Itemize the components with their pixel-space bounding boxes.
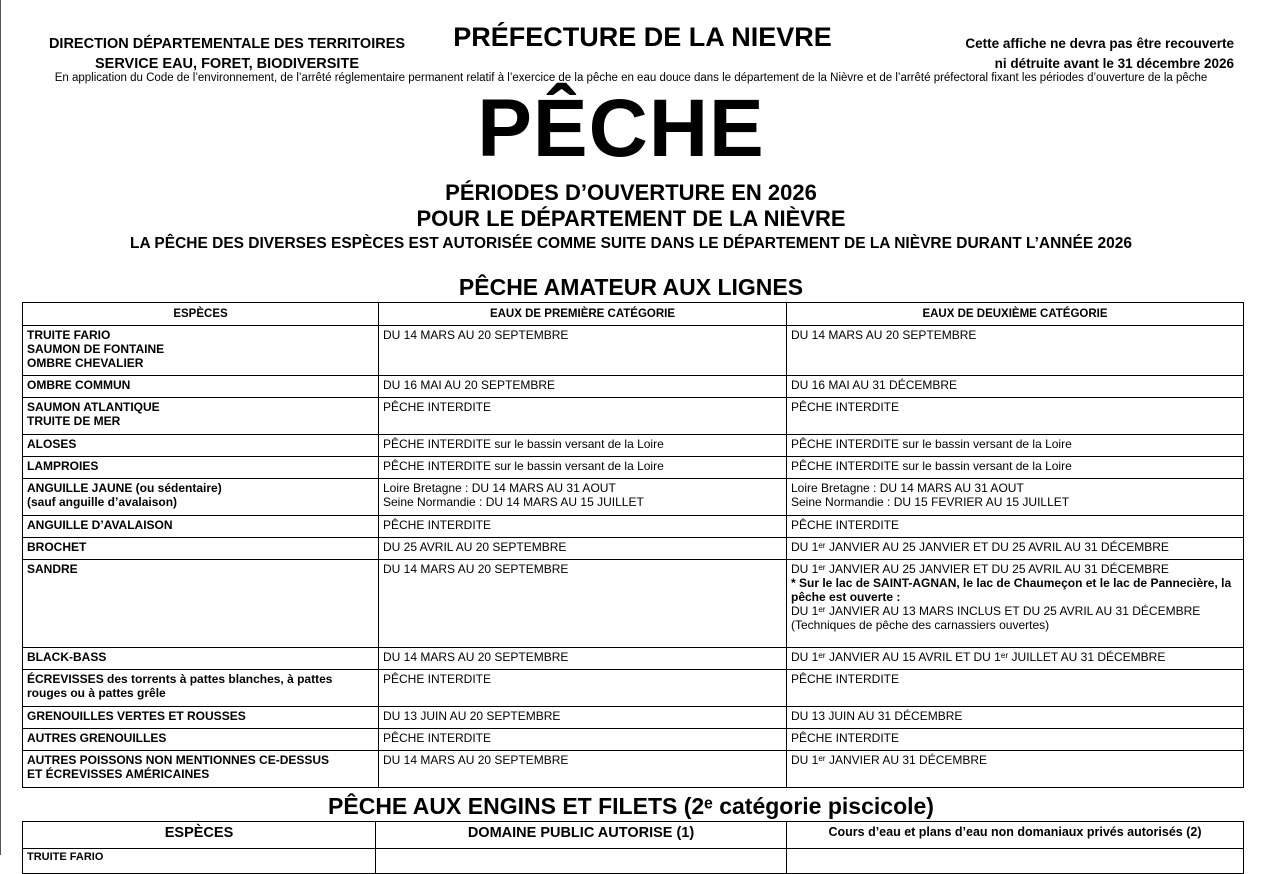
cat2-period-cell-line: DU 16 MAI AU 31 DÉCEMBRE: [791, 378, 958, 392]
table-row: [23, 538, 1244, 560]
header-left: [22, 34, 432, 74]
cat2-period-cell: [787, 751, 1244, 788]
legal-text: En application du Code de l’environnement, de l’arrêté réglementaire permanent relatif à l’exercice de la pêche en eau douce dans le département de la Nièvre et de l’arrêté préfectoral fixant les périodes d’ouverture de la pêche: [54, 72, 1208, 84]
species-cell: [23, 479, 379, 516]
cat1-period-cell: [379, 376, 787, 398]
prefecture-title: PRÉFECTURE DE LA NIEVRE: [453, 22, 832, 52]
table-row: [23, 398, 1244, 435]
cat2-period-cell-line: DU 1ᵉʳ JANVIER AU 31 DÉCEMBRE: [791, 753, 988, 767]
cat2-period-cell: [787, 538, 1244, 560]
lignes-table: [22, 302, 1244, 788]
cat2-period-cell-line: DU 1ᵉʳ JANVIER AU 25 JANVIER ET DU 25 AVRIL AU 31 DÉCEMBRE: [791, 540, 1169, 554]
species-cell-line: rouges ou à pattes grêle: [27, 686, 166, 700]
cat2-period-cell-line: Seine Normandie : DU 15 FEVRIER AU 15 JUILLET: [791, 495, 1070, 509]
cat2-period-cell-line: PÊCHE INTERDITE sur le bassin versant de la Loire: [791, 459, 1072, 473]
species-cell-line: SAUMON ATLANTIQUE: [27, 400, 160, 414]
table-header-row: [23, 822, 1244, 849]
species-cell-line: AUTRES GRENOUILLES: [27, 731, 167, 745]
species-cell: [23, 435, 379, 457]
species-cell: [23, 751, 379, 788]
private-waters-cell: [787, 849, 1244, 874]
section-title-lignes: PÊCHE AMATEUR AUX LIGNES: [458, 274, 804, 300]
cat1-period-cell: [379, 479, 787, 516]
cat1-period-cell-line: DU 25 AVRIL AU 20 SEPTEMBRE: [383, 540, 567, 554]
species-cell-line: ANGUILLE D’AVALAISON: [27, 518, 173, 532]
cat2-period-cell-line: PÊCHE INTERDITE: [791, 672, 900, 686]
cat1-period-cell: [379, 457, 787, 479]
cat2-period-cell-line: Loire Bretagne : DU 14 MARS AU 31 AOUT: [791, 481, 1024, 495]
cat2-period-cell: [787, 516, 1244, 538]
species-cell-line: BLACK-BASS: [27, 650, 107, 664]
species-cell-line: OMBRE CHEVALIER: [27, 356, 144, 370]
cat1-period-cell: [379, 516, 787, 538]
cat1-period-cell: [379, 538, 787, 560]
cat2-period-cell-line: DU 13 JUIN AU 31 DÉCEMBRE: [791, 709, 963, 723]
table-row: [23, 560, 1244, 648]
cat1-period-cell-line: PÊCHE INTERDITE: [383, 400, 492, 414]
lake-exception-note: pêche est ouverte :: [791, 590, 901, 604]
cat2-period-cell: [787, 398, 1244, 435]
cat1-period-cell: [379, 670, 787, 707]
cat1-period-cell-line: PÊCHE INTERDITE: [383, 518, 492, 532]
cat2-period-cell-line: PÊCHE INTERDITE sur le bassin versant de la Loire: [791, 437, 1072, 451]
cat2-period-cell-line: DU 1ᵉʳ JANVIER AU 15 AVRIL ET DU 1ᵉʳ JUILLET AU 31 DÉCEMBRE: [791, 650, 1166, 664]
engins-table: [22, 821, 1244, 874]
subtitle-department: POUR LE DÉPARTEMENT DE LA NIÈVRE: [416, 206, 846, 231]
species-cell: [23, 648, 379, 670]
species-cell-line: GRENOUILLES VERTES ET ROUSSES: [27, 709, 246, 723]
species-cell: [23, 326, 379, 376]
cat1-period-cell: [379, 326, 787, 376]
subtitle-authorization: LA PÊCHE DES DIVERSES ESPÈCES EST AUTORISÉE COMME SUITE DANS LE DÉPARTEMENT DE LA NIÈVRE DURANT L’ANNÉE 2026: [130, 235, 1132, 252]
species-cell-line: TRUITE FARIO: [27, 328, 111, 342]
cat1-period-cell-line: PÊCHE INTERDITE: [383, 672, 492, 686]
section-title-engins: PÊCHE AUX ENGINS ET FILETS (2ᵉ catégorie piscicole): [328, 793, 934, 819]
species-cell: [23, 376, 379, 398]
species-cell-line: SANDRE: [27, 562, 78, 576]
species-cell-line: ALOSES: [27, 437, 77, 451]
poster-notice-2: ni détruite avant le 31 décembre 2026: [994, 56, 1234, 71]
species-cell-line: (sauf anguille d’avalaison): [27, 495, 178, 509]
table-row: [23, 457, 1244, 479]
species-cell-line: AUTRES POISSONS NON MENTIONNES CE-DESSUS: [27, 753, 330, 767]
cat2-period-cell: [787, 560, 1244, 648]
species-cell: [23, 538, 379, 560]
cat1-period-cell: [379, 435, 787, 457]
cat2-period-cell: [787, 457, 1244, 479]
species-cell-line: SAUMON DE FONTAINE: [27, 342, 165, 356]
subtitle: [0, 180, 1262, 232]
col-header-species: ESPÈCES: [23, 303, 379, 326]
table-row: [23, 707, 1244, 729]
species-cell-line: TRUITE DE MER: [27, 414, 121, 428]
col-header-species: ESPÈCES: [23, 822, 376, 849]
table-row: [23, 326, 1244, 376]
cat1-period-cell-line: DU 14 MARS AU 20 SEPTEMBRE: [383, 650, 569, 664]
species-cell: TRUITE FARIO: [23, 849, 376, 874]
col-header-cat2: EAUX DE DEUXIÈME CATÉGORIE: [787, 303, 1244, 326]
header-direction: DIRECTION DÉPARTEMENTALE DES TERRITOIRES: [48, 36, 406, 52]
lake-exception-note: * Sur le lac de SAINT-AGNAN, le lac de Chaumeçon et le lac de Pannecière, la: [791, 576, 1232, 590]
cat2-period-cell: [787, 479, 1244, 516]
species-cell-line: ÉCREVISSES des torrents à pattes blanches, à pattes: [27, 672, 333, 686]
species-cell: [23, 707, 379, 729]
cat2-period-cell: [787, 648, 1244, 670]
species-cell-line: ANGUILLE JAUNE (ou sédentaire): [27, 481, 222, 495]
cat2-period-cell: [787, 326, 1244, 376]
species-cell-line: BROCHET: [27, 540, 87, 554]
cat2-period-cell-line: DU 14 MARS AU 20 SEPTEMBRE: [791, 328, 977, 342]
lake-exception-period: DU 1ᵉʳ JANVIER AU 13 MARS INCLUS ET DU 25 AVRIL AU 31 DÉCEMBRE: [791, 604, 1201, 618]
cat1-period-cell-line: PÊCHE INTERDITE sur le bassin versant de la Loire: [383, 459, 664, 473]
cat1-period-cell-line: PÊCHE INTERDITE sur le bassin versant de la Loire: [383, 437, 664, 451]
cat1-period-cell-line: Loire Bretagne : DU 14 MARS AU 31 AOUT: [383, 481, 616, 495]
cat1-period-cell: [379, 751, 787, 788]
cat2-period-cell: [787, 376, 1244, 398]
species-cell: [23, 729, 379, 751]
species-cell-line: LAMPROIES: [27, 459, 99, 473]
header-service: SERVICE EAU, FORET, BIODIVERSITE: [94, 56, 359, 72]
table-row: [23, 670, 1244, 707]
cat1-period-cell-line: DU 14 MARS AU 20 SEPTEMBRE: [383, 328, 569, 342]
subtitle-periods: PÉRIODES D’OUVERTURE EN 2026: [445, 180, 817, 205]
table-row: [23, 648, 1244, 670]
species-cell-line: OMBRE COMMUN: [27, 378, 131, 392]
table-row: [23, 435, 1244, 457]
cat1-period-cell: [379, 729, 787, 751]
table-row: [23, 479, 1244, 516]
cat2-period-cell-line: PÊCHE INTERDITE: [791, 518, 900, 532]
table-row: [23, 729, 1244, 751]
cat2-period-cell-line: DU 1ᵉʳ JANVIER AU 25 JANVIER ET DU 25 AVRIL AU 31 DÉCEMBRE: [791, 562, 1169, 576]
cat1-period-cell-line: PÊCHE INTERDITE: [383, 731, 492, 745]
species-cell: [23, 398, 379, 435]
poster-notice-1: Cette affiche ne devra pas être recouverte: [965, 36, 1234, 51]
table-row: [23, 751, 1244, 788]
header-right: [914, 34, 1234, 74]
table-row: [23, 376, 1244, 398]
cat1-period-cell-line: DU 13 JUIN AU 20 SEPTEMBRE: [383, 709, 561, 723]
table-row: [23, 849, 1244, 874]
cat1-period-cell-line: DU 16 MAI AU 20 SEPTEMBRE: [383, 378, 556, 392]
cat2-period-cell-line: PÊCHE INTERDITE: [791, 400, 900, 414]
col-header-cat1: EAUX DE PREMIÈRE CATÉGORIE: [379, 303, 787, 326]
main-title: PÊCHE: [477, 83, 765, 174]
species-cell: [23, 516, 379, 538]
col-header-public-domain: DOMAINE PUBLIC AUTORISE (1): [376, 822, 787, 849]
cat2-period-cell: [787, 435, 1244, 457]
cat1-period-cell-line: DU 14 MARS AU 20 SEPTEMBRE: [383, 753, 569, 767]
public-domain-cell: [376, 849, 787, 874]
cat2-period-cell-line: PÊCHE INTERDITE: [791, 731, 900, 745]
cat1-period-cell-line: Seine Normandie : DU 14 MARS AU 15 JUILLET: [383, 495, 644, 509]
cat2-period-cell: [787, 729, 1244, 751]
cat2-period-cell: [787, 670, 1244, 707]
species-cell: [23, 670, 379, 707]
species-cell: [23, 560, 379, 648]
lake-exception-period: (Techniques de pêche des carnassiers ouvertes): [791, 618, 1050, 632]
table-row: [23, 516, 1244, 538]
cat1-period-cell: [379, 707, 787, 729]
cat1-period-cell: [379, 398, 787, 435]
cat1-period-cell: [379, 560, 787, 648]
table-header-row: [23, 303, 1244, 326]
col-header-private-waters: Cours d’eau et plans d’eau non domaniaux privés autorisés (2): [787, 822, 1244, 849]
cat1-period-cell-line: DU 14 MARS AU 20 SEPTEMBRE: [383, 562, 569, 576]
species-cell-line: ET ÉCREVISSES AMÉRICAINES: [27, 767, 210, 781]
species-cell: [23, 457, 379, 479]
cat1-period-cell: [379, 648, 787, 670]
cat2-period-cell: [787, 707, 1244, 729]
